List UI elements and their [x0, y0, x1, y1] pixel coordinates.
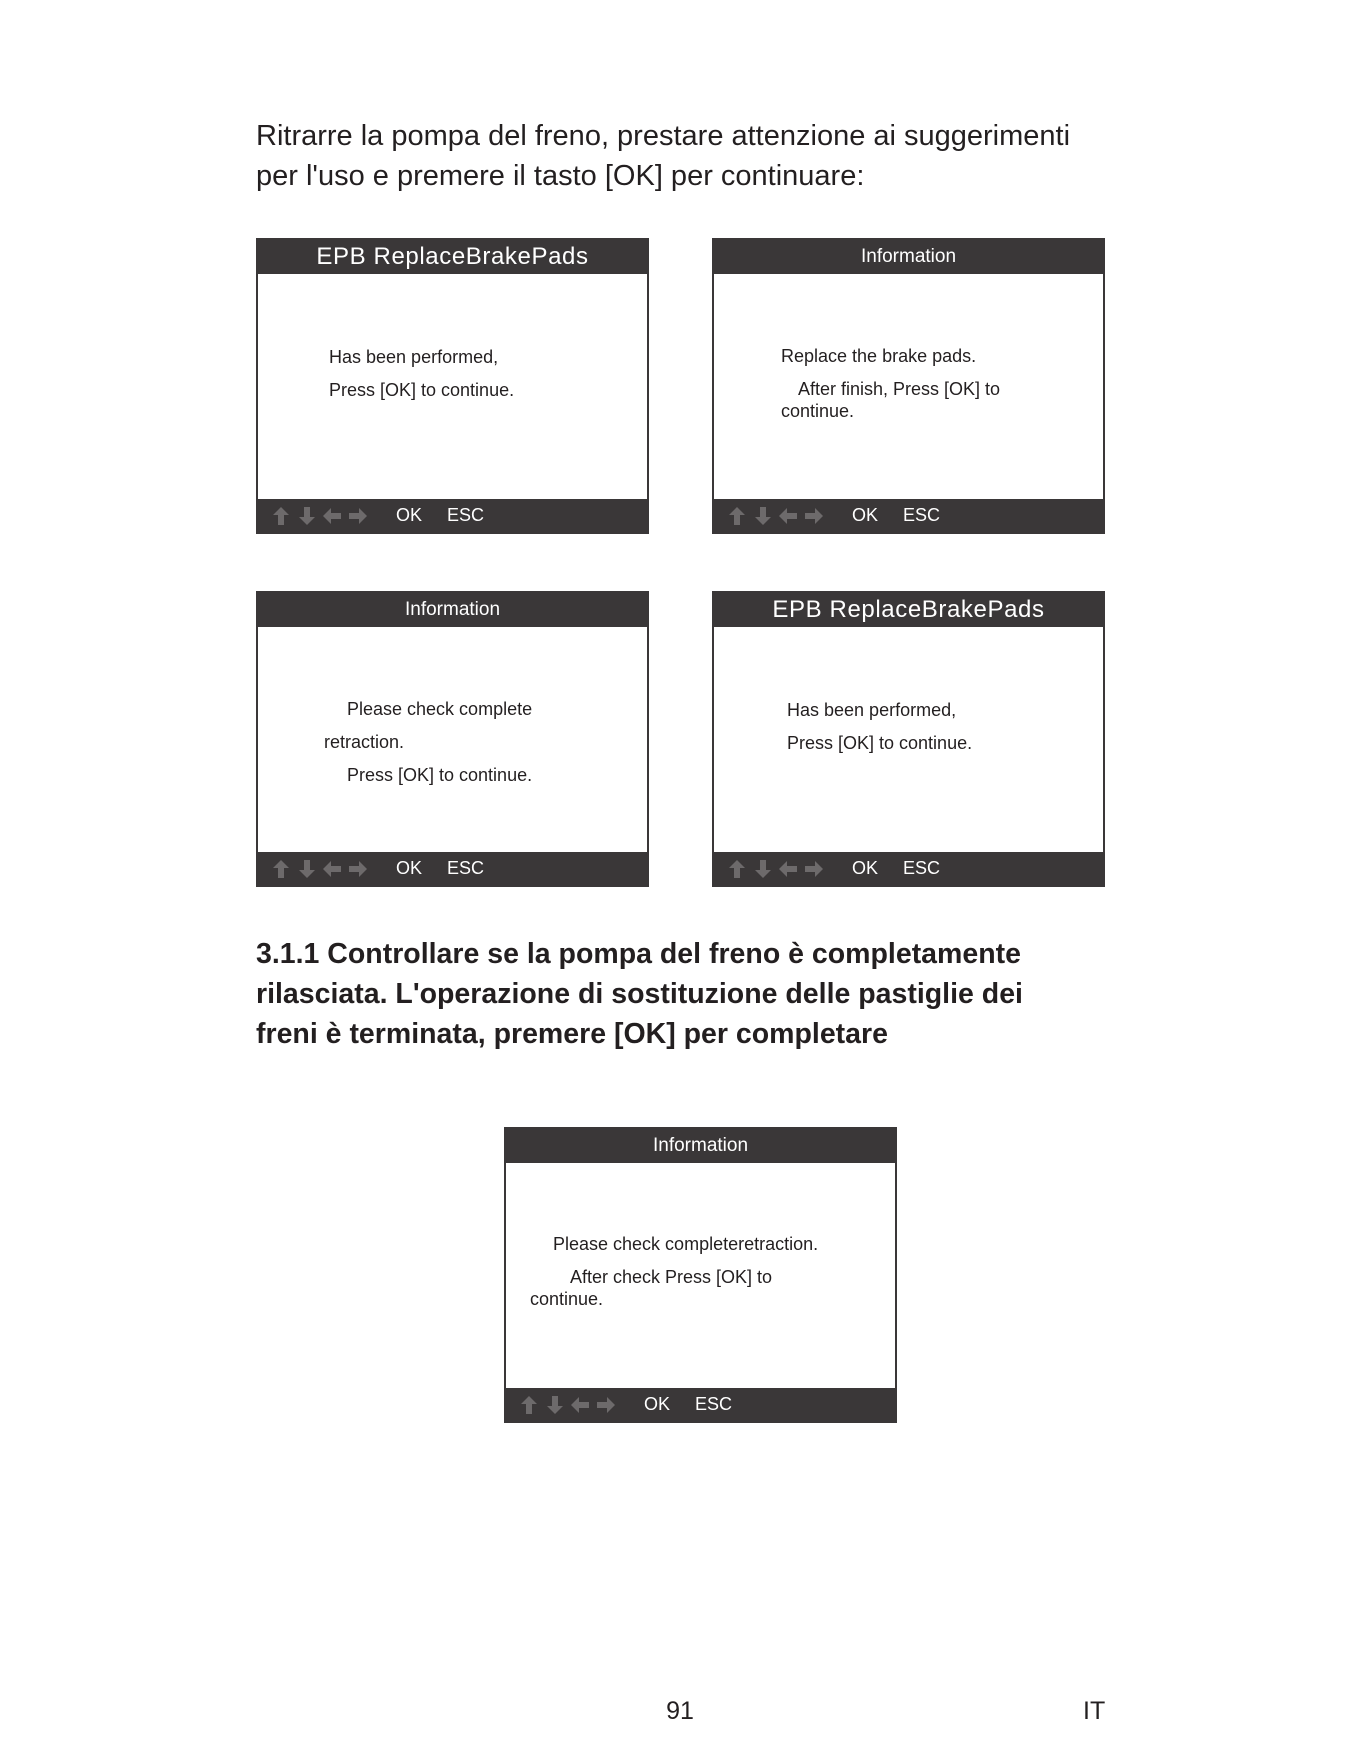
ok-button[interactable]: OK	[852, 858, 879, 878]
screen-text-line: Has been performed,	[787, 700, 957, 720]
esc-button[interactable]: ESC	[903, 505, 941, 525]
device-screen-2	[712, 238, 1105, 534]
screen-text-line: retraction.	[324, 732, 405, 752]
screen-text-line: Please check complete	[347, 699, 533, 719]
screen-text-line: Please check completeretraction.	[553, 1234, 819, 1254]
screen-text-line: Press [OK] to continue.	[787, 733, 973, 753]
nav-arrows-icon[interactable]	[520, 1396, 620, 1414]
ok-button[interactable]: OK	[644, 1394, 671, 1414]
heading-line-1: 3.1.1 Controllare se la pompa del freno è completamente	[256, 938, 1021, 970]
nav-arrows-icon[interactable]	[272, 860, 372, 878]
ok-button[interactable]: OK	[396, 505, 423, 525]
page-number: 91	[666, 1697, 694, 1725]
screen-text-line: Replace the brake pads.	[781, 346, 977, 366]
screen-footer	[258, 499, 647, 532]
screen-text-line: Press [OK] to continue.	[329, 380, 515, 400]
screen-text-line: continue.	[781, 401, 855, 421]
esc-button[interactable]: ESC	[903, 858, 941, 878]
screen-footer	[258, 852, 647, 885]
screen-body	[258, 274, 647, 499]
screen-body	[714, 627, 1103, 852]
section-heading	[256, 934, 1136, 1054]
screen-body	[714, 274, 1103, 499]
nav-arrows-icon[interactable]	[728, 860, 828, 878]
heading-line-3: freni è terminata, premere [OK] per completare	[256, 1018, 888, 1050]
device-screen-3	[256, 591, 649, 887]
ok-button[interactable]: OK	[396, 858, 423, 878]
screen-text-line: After check Press [OK] to	[570, 1267, 773, 1287]
screen-title: Information	[506, 1129, 895, 1163]
device-screen-4	[712, 591, 1105, 887]
screen-text-line: continue.	[530, 1289, 604, 1309]
device-screen-1	[256, 238, 649, 534]
screen-text-line: Has been performed,	[329, 347, 499, 367]
screen-footer	[714, 499, 1103, 532]
nav-arrows-icon[interactable]	[272, 507, 372, 525]
screen-title: Information	[258, 593, 647, 627]
esc-button[interactable]: ESC	[447, 505, 485, 525]
intro-line-1: Ritrarre la pompa del freno, prestare attenzione ai suggerimenti	[256, 120, 1071, 152]
device-screen-5	[504, 1127, 897, 1423]
nav-arrows-icon[interactable]	[728, 507, 828, 525]
screen-text-line: After finish, Press [OK] to	[798, 379, 1001, 399]
esc-button[interactable]: ESC	[447, 858, 485, 878]
intro-paragraph	[256, 116, 1156, 196]
screen-text-line: Press [OK] to continue.	[347, 765, 533, 785]
language-code: IT	[1083, 1697, 1106, 1725]
heading-line-2: rilasciata. L'operazione di sostituzione delle pastiglie dei	[256, 978, 1023, 1010]
screen-body	[258, 627, 647, 852]
screen-footer	[714, 852, 1103, 885]
screen-title: Information	[714, 240, 1103, 274]
ok-button[interactable]: OK	[852, 505, 879, 525]
screen-title: EPB ReplaceBrakePads	[258, 240, 647, 274]
intro-line-2: per l'uso e premere il tasto [OK] per continuare:	[256, 160, 865, 192]
screen-title: EPB ReplaceBrakePads	[714, 593, 1103, 627]
screen-body	[506, 1163, 895, 1388]
esc-button[interactable]: ESC	[695, 1394, 733, 1414]
screen-footer	[506, 1388, 895, 1421]
